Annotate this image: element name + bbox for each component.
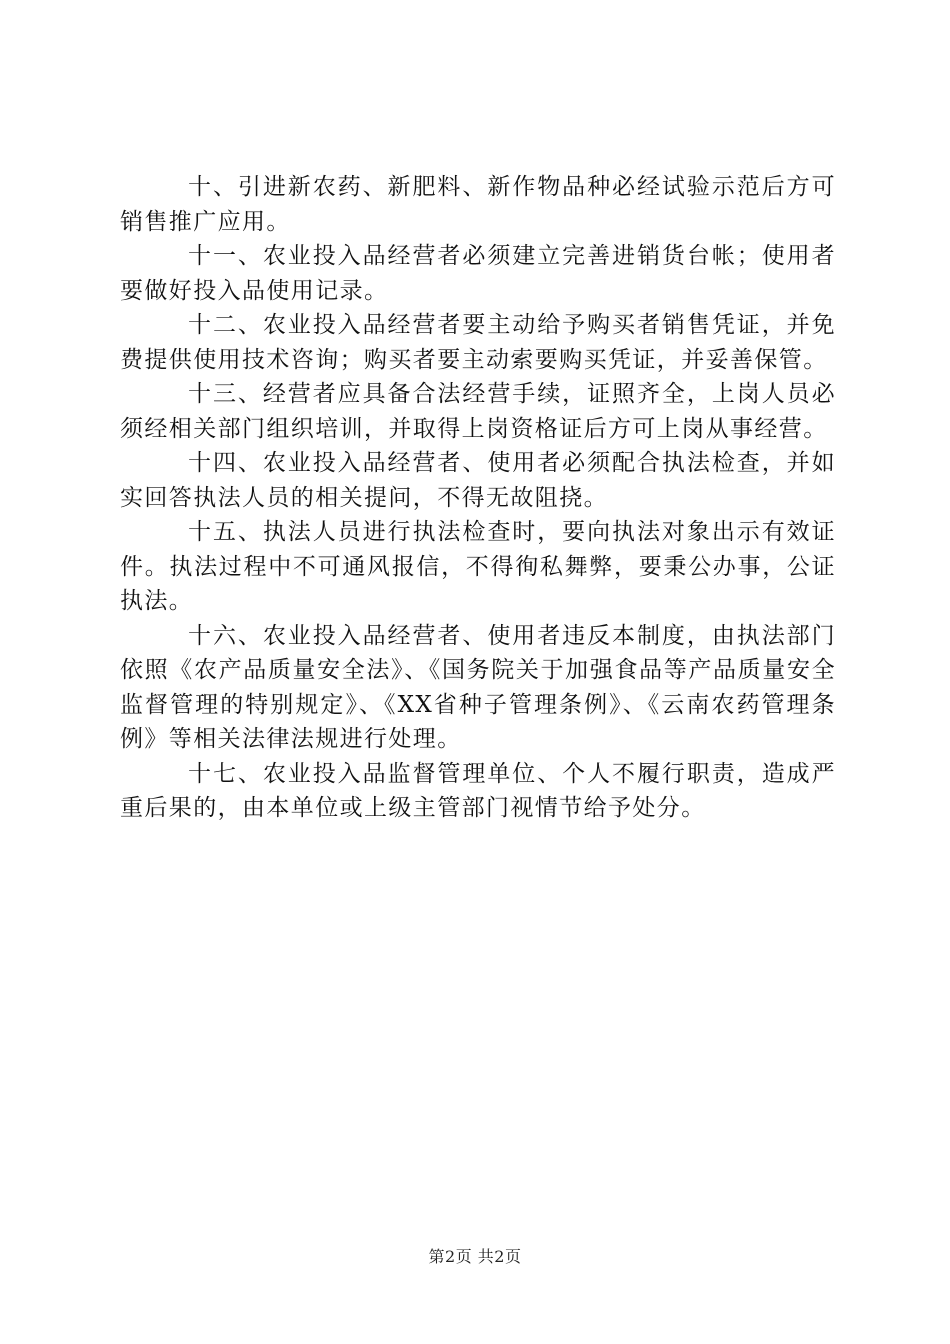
paragraph-10: 十、引进新农药、新肥料、新作物品种必经试验示范后方可销售推广应用。 <box>120 174 836 235</box>
paragraph-12: 十二、农业投入品经营者要主动给予购买者销售凭证，并免费提供使用技术咨询；购买者要主动索要购买凭证，并妥善保管。 <box>120 312 836 373</box>
paragraph-11: 十一、农业投入品经营者必须建立完善进销货台帐；使用者要做好投入品使用记录。 <box>120 243 836 304</box>
paragraph-17: 十七、农业投入品监督管理单位、个人不履行职责，造成严重后果的，由本单位或上级主管部门视情节给予处分。 <box>120 760 836 821</box>
document-body <box>120 170 836 826</box>
page-number-footer: 第2页 共2页 <box>428 1247 522 1266</box>
paragraph-15: 十五、执法人员进行执法检查时，要向执法对象出示有效证件。执法过程中不可通风报信，不得徇私舞弊，要秉公办事，公证执法。 <box>120 519 836 614</box>
paragraph-16: 十六、农业投入品经营者、使用者违反本制度，由执法部门依照《农产品质量安全法》、《国务院关于加强食品等产品质量安全监督管理的特别规定》、《XX省种子管理条例》、《云南农药管理条例》等相关法律法规进行处理。 <box>120 622 836 752</box>
paragraph-13: 十三、经营者应具备合法经营手续，证照齐全，上岗人员必须经相关部门组织培训，并取得上岗资格证后方可上岗从事经营。 <box>120 381 836 442</box>
paragraph-14: 十四、农业投入品经营者、使用者必须配合执法检查，并如实回答执法人员的相关提问，不得无故阻挠。 <box>120 450 836 511</box>
